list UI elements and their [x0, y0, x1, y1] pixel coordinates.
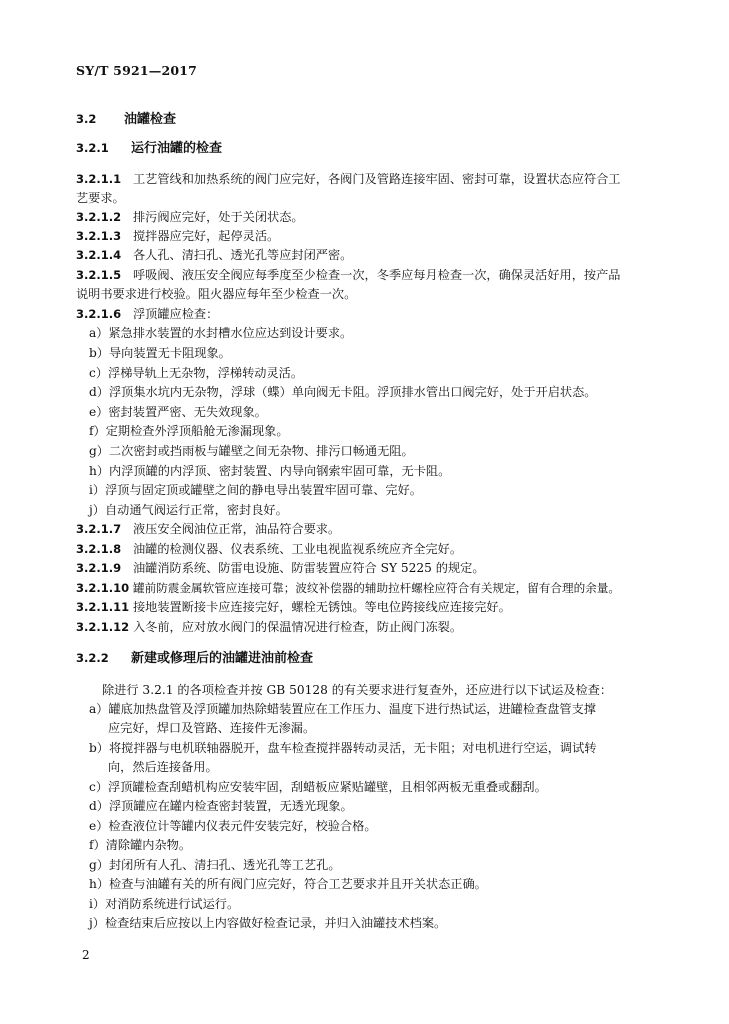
clause-3-2-1-11: [76, 598, 656, 616]
list-item: j）检查结束后应按以上内容做好检查记录，并归入油罐技术档案。: [89, 916, 447, 930]
clause-text: 罐前防震金属软管应连接可靠；波纹补偿器的辅助拉杆螺栓应符合有关规定，留有合理的余量。: [133, 581, 620, 595]
list-item: g）封闭所有人孔、清扫孔、透光孔等工艺孔。: [89, 858, 341, 872]
clause-continuation: 说明书要求进行校验。阻火器应每年至少检查一次。: [76, 287, 357, 301]
section-heading-3-2-2: [76, 649, 656, 668]
clause-text: 各人孔、清扫孔、透光孔等应封闭严密。: [133, 248, 353, 262]
list-item: a）罐底加热盘管及浮顶罐加热除蜡装置应在工作压力、温度下进行热试运，进罐检查盘管支撑: [89, 702, 596, 716]
list-item-continuation: 应完好，焊口及管路、连接件无渗漏。: [108, 721, 316, 735]
list-item: b）将搅拌器与电机联轴器脱开，盘车检查搅拌器转动灵活，无卡阻；对电机进行空运，调试转: [89, 741, 597, 755]
list-item: e）密封装置严密、无失效现象。: [89, 405, 267, 419]
clause-3-2-1-2: [76, 208, 656, 226]
list-item: h）检查与油罐有关的所有阀门应完好，符合工艺要求并且开关状态正确。: [89, 877, 487, 891]
list-item: i）对消防系统进行试运行。: [89, 897, 240, 911]
clause-number: 3.2.1.4: [76, 248, 122, 262]
list-item-continuation: 向，然后连接备用。: [108, 760, 218, 774]
list-item: d）浮顶集水坑内无杂物，浮球（蝶）单向阀无卡阻。浮顶排水管出口阀完好，处于开启状态。: [89, 385, 597, 399]
list-item: i）浮顶与固定顶或罐壁之间的静电导出装置牢固可靠、完好。: [89, 483, 422, 497]
clause-text: 油罐的检测仪器、仪表系统、工业电视监视系统应齐全完好。: [133, 542, 463, 556]
clause-number: 3.2.1.11: [76, 600, 130, 614]
clause-3-2-1-6: [76, 305, 656, 323]
clause-number: 3.2.1.3: [76, 229, 122, 243]
clause-continuation: 艺要求。: [76, 191, 125, 205]
list-item: a）紧急排水装置的水封槽水位应达到设计要求。: [89, 326, 353, 340]
standard-header: SY/T 5921—2017: [76, 63, 198, 78]
clause-3-2-1-12: [76, 618, 656, 636]
section-number: 3.2: [76, 112, 97, 126]
clause-3-2-1-10: [76, 579, 656, 597]
list-item: j）自动通气阀运行正常，密封良好。: [89, 503, 288, 517]
clause-number: 3.2.1.5: [76, 268, 122, 282]
clause-3-2-1-1: [76, 170, 656, 188]
section-number: 3.2.2: [76, 651, 109, 665]
clause-text: 入冬前，应对放水阀门的保温情况进行检查，防止阀门冻裂。: [133, 620, 463, 634]
clause-text: 搅拌器应完好，起停灵活。: [133, 229, 280, 243]
list-item: f）定期检查外浮顶船舱无渗漏现象。: [89, 424, 289, 438]
clause-text: 排污阀应完好，处于关闭状态。: [133, 210, 304, 224]
clause-3-2-1-5: [76, 266, 656, 284]
clause-number: 3.2.1.2: [76, 210, 122, 224]
section-title: 运行油罐的检查: [131, 141, 223, 156]
section-heading-3-2: [76, 110, 656, 129]
clause-number: 3.2.1.10: [76, 581, 130, 595]
clause-text: 油罐消防系统、防雷电设施、防雷装置应符合 SY 5225 的规定。: [133, 561, 485, 575]
list-item: f）清除罐内杂物。: [89, 838, 192, 852]
list-item: e）检查液位计等罐内仪表元件安装完好，校验合格。: [89, 819, 377, 833]
clause-number: 3.2.1.12: [76, 620, 130, 634]
clause-text: 呼吸阀、液压安全阀应每季度至少检查一次，冬季应每月检查一次，确保灵活好用，按产品: [133, 268, 621, 282]
clause-number: 3.2.1.9: [76, 561, 122, 575]
clause-3-2-1-3: [76, 227, 656, 245]
clause-number: 3.2.1.7: [76, 522, 122, 536]
clause-3-2-1-7: [76, 520, 656, 538]
section-heading-3-2-1: [76, 139, 656, 158]
intro-paragraph: 除进行 3.2.1 的各项检查并按 GB 50128 的有关要求进行复查外，还应进行以下试运及检查：: [102, 683, 613, 697]
list-item: h）内浮顶罐的内浮顶、密封装置、内导向钢索牢固可靠，无卡阻。: [89, 464, 451, 478]
page-number: 2: [82, 948, 90, 962]
clause-3-2-1-4: [76, 246, 656, 264]
clause-text: 浮顶罐应检查：: [133, 307, 219, 321]
clause-text: 接地装置断接卡应连接完好，螺栓无锈蚀。等电位跨接线应连接完好。: [133, 600, 511, 614]
list-item: d）浮顶罐应在罐内检查密封装置，无透光现象。: [89, 799, 353, 813]
clause-3-2-1-8: [76, 540, 656, 558]
list-item: c）浮梯导轨上无杂物，浮梯转动灵活。: [89, 366, 304, 380]
section-number: 3.2.1: [76, 141, 109, 155]
clause-text: 液压安全阀油位正常，油品符合要求。: [133, 522, 341, 536]
section-title: 新建或修理后的油罐进油前检查: [131, 651, 314, 666]
clause-number: 3.2.1.1: [76, 172, 122, 186]
clause-number: 3.2.1.8: [76, 542, 122, 556]
clause-text: 工艺管线和加热系统的阀门应完好，各阀门及管路连接牢固、密封可靠，设置状态应符合工: [133, 172, 621, 186]
list-item: c）浮顶罐检查刮蜡机构应安装牢固，刮蜡板应紧贴罐壁，且相邻两板无重叠或翻刮。: [89, 780, 547, 794]
section-title: 油罐检查: [124, 112, 177, 127]
list-item: g）二次密封或挡雨板与罐壁之间无杂物、排污口畅通无阻。: [89, 444, 414, 458]
clause-3-2-1-9: [76, 559, 656, 577]
list-item: b）导向装置无卡阻现象。: [89, 346, 231, 360]
clause-number: 3.2.1.6: [76, 307, 122, 321]
